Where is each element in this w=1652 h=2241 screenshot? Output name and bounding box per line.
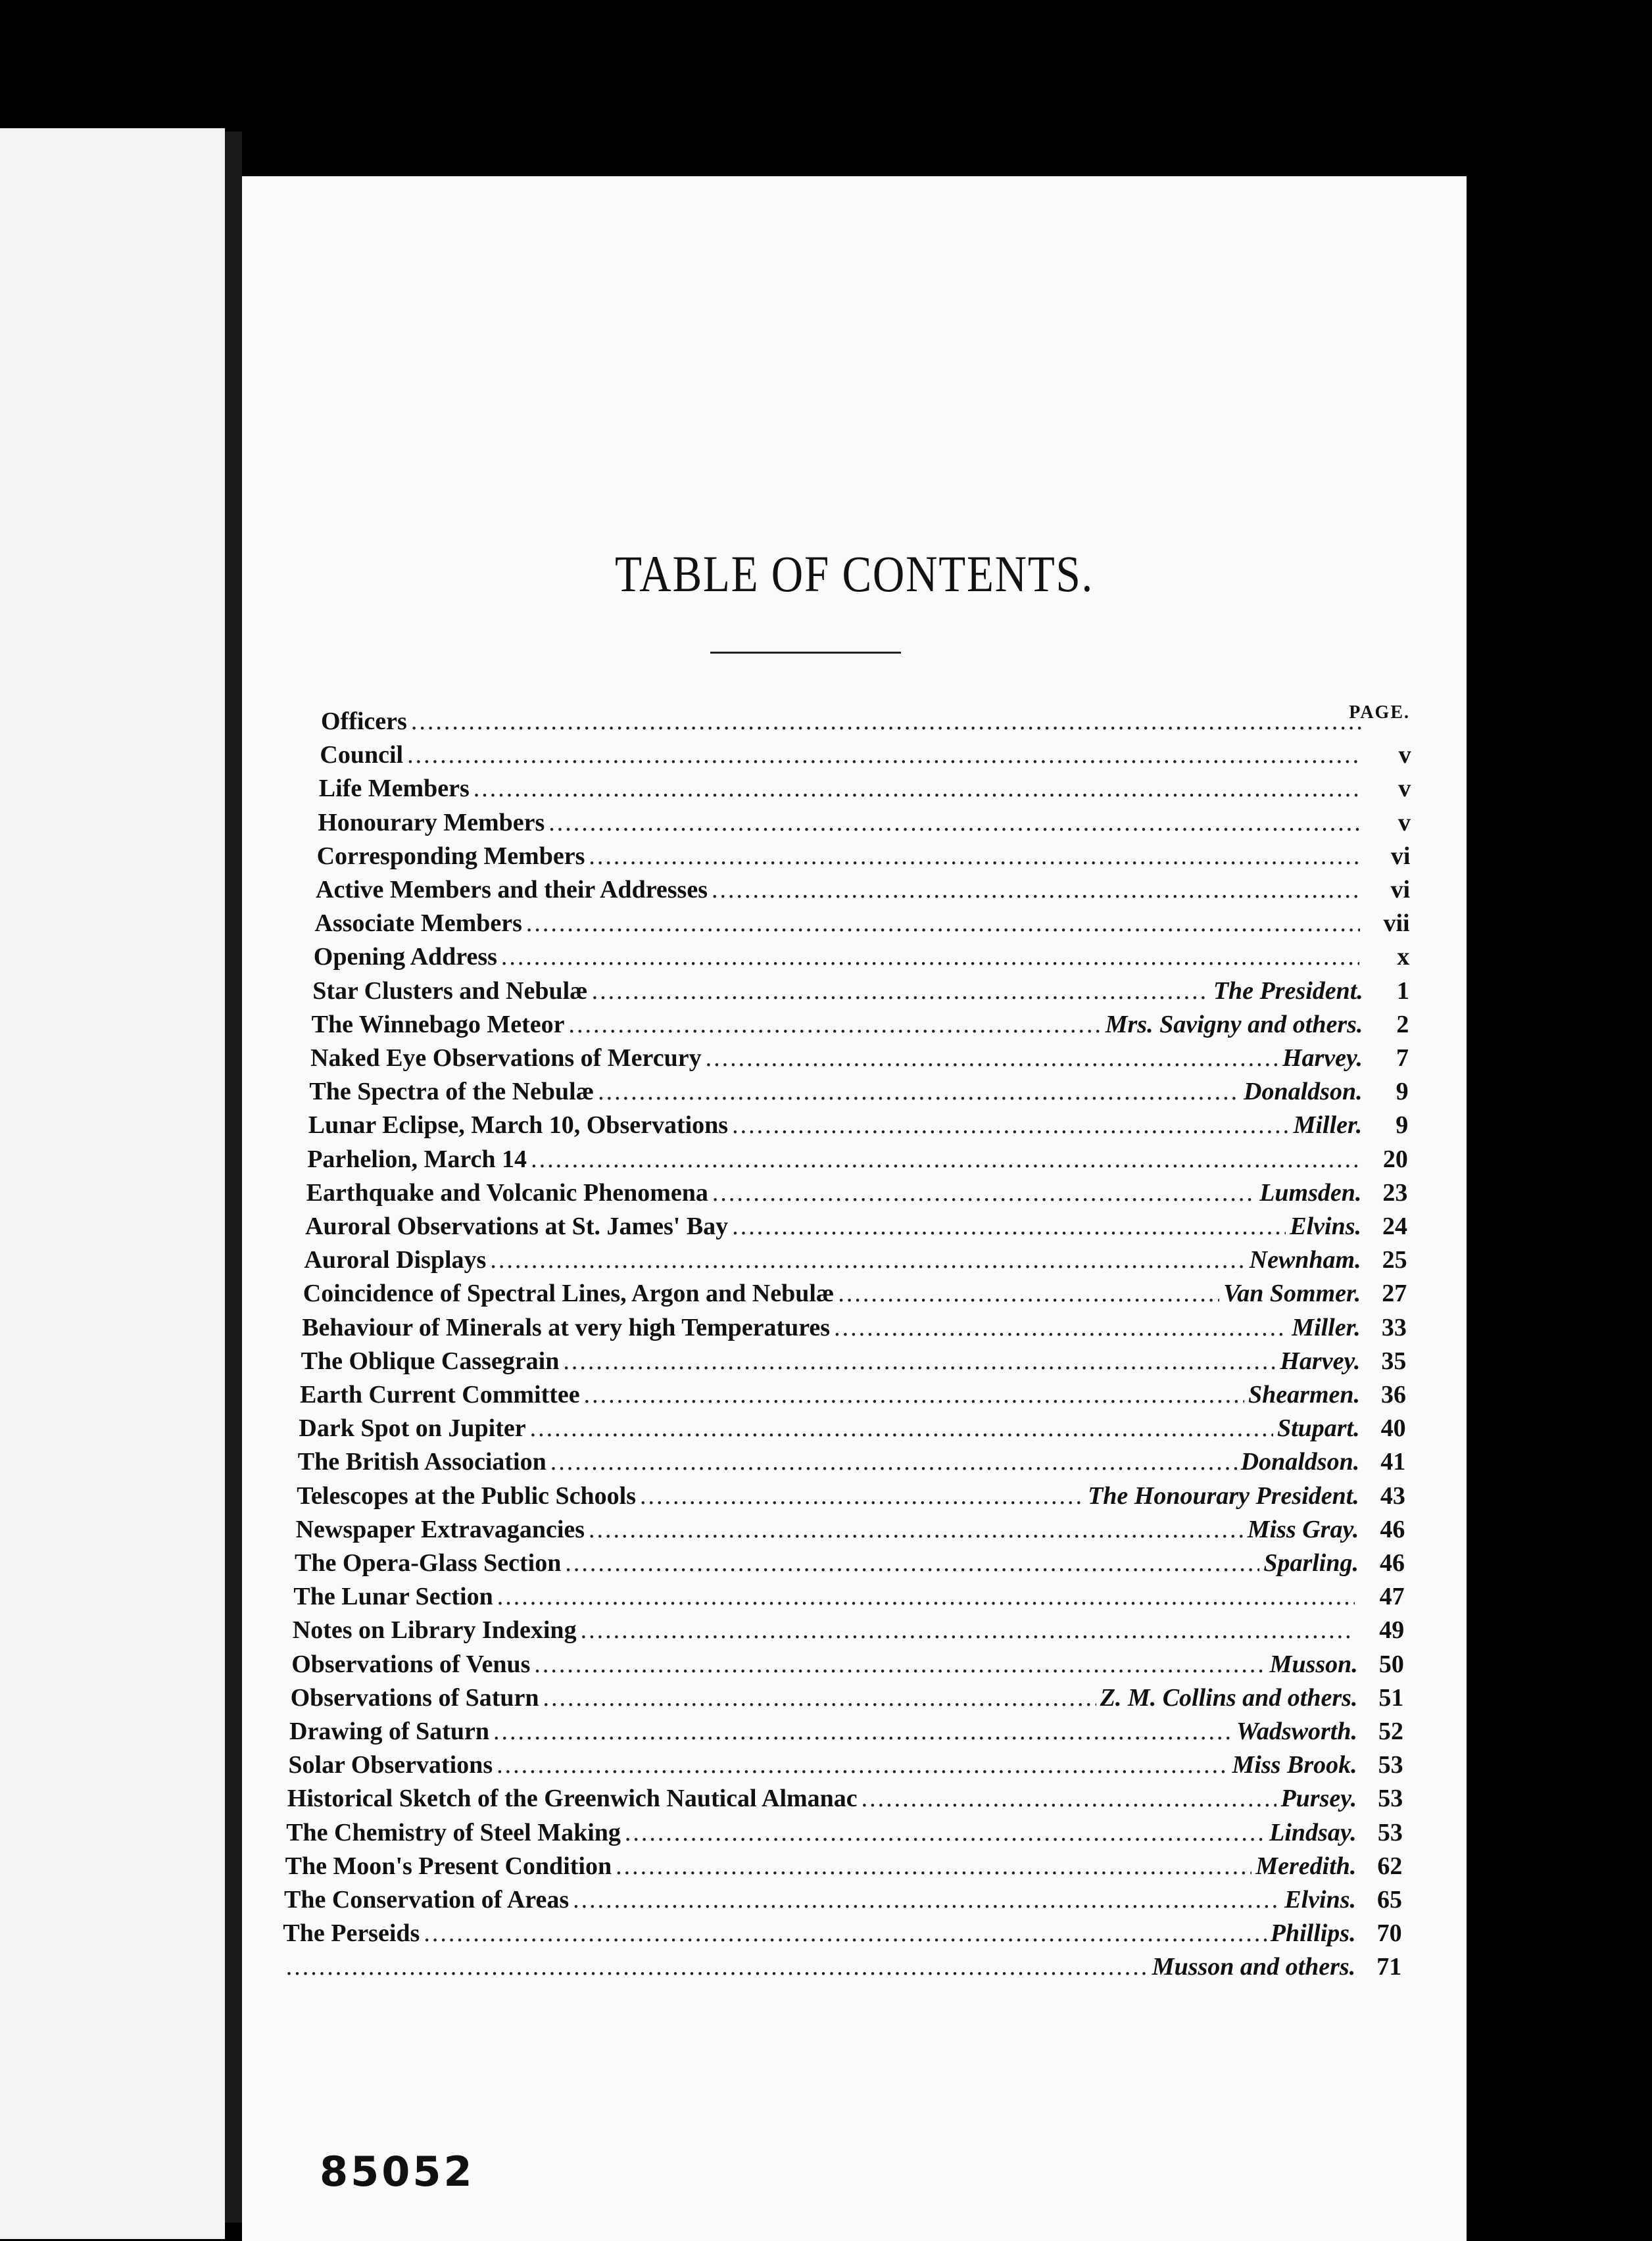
- toc-entry-title: Earth Current Committee: [300, 1381, 580, 1409]
- toc-entry-author: Stupart.: [1276, 1414, 1360, 1443]
- leader-dots: [625, 1816, 1265, 1849]
- toc-entry: [291, 1648, 1404, 1681]
- toc-entry: [302, 1311, 1407, 1344]
- leader-dots: [834, 1311, 1288, 1344]
- toc-entry-page: 27: [1382, 1280, 1407, 1308]
- toc-entry-page: 23: [1382, 1178, 1408, 1207]
- toc-entry: [318, 806, 1411, 839]
- toc-entry: [289, 1715, 1403, 1748]
- leader-dots: [286, 1950, 1148, 1983]
- toc-entry-title: Star Clusters and Nebulæ: [312, 976, 588, 1005]
- toc-entry: [297, 1480, 1405, 1512]
- toc-entry-page: 51: [1378, 1683, 1404, 1712]
- toc-entry-page: 36: [1381, 1381, 1406, 1409]
- toc-entry-title: The Winnebago Meteor: [311, 1010, 565, 1038]
- toc-entry-title: Drawing of Saturn: [289, 1718, 490, 1745]
- toc-entry-page: 62: [1377, 1852, 1403, 1880]
- left-page-strip: [0, 128, 225, 2239]
- toc-entry-title: Observations of Venus: [291, 1650, 531, 1678]
- toc-entry-title: Coincidence of Spectral Lines, Argon and Nebulæ: [303, 1280, 835, 1308]
- toc-entry-author: Elvins.: [1284, 1886, 1356, 1914]
- toc-entry-author: Phillips.: [1270, 1919, 1356, 1948]
- book-gutter: [225, 132, 242, 2223]
- toc-entry-title: The Chemistry of Steel Making: [286, 1818, 621, 1846]
- toc-entry-title: Dark Spot on Jupiter: [299, 1414, 526, 1443]
- toc-entry-title: The Conservation of Areas: [284, 1886, 570, 1914]
- leader-dots: [407, 738, 1361, 771]
- toc-entry: [306, 1176, 1408, 1209]
- leader-dots: [712, 873, 1360, 906]
- leader-dots: [862, 1782, 1277, 1815]
- toc-entry: [316, 873, 1410, 906]
- leader-dots: [581, 1614, 1355, 1647]
- toc-entry-author: Miss Gray.: [1247, 1515, 1359, 1543]
- toc-entry-title: Opening Address: [313, 943, 497, 971]
- toc-entry-title: The Moon's Present Condition: [285, 1852, 612, 1880]
- toc-entry-author: Harvey.: [1280, 1347, 1361, 1375]
- toc-entry-title: Active Members and their Addresses: [316, 876, 708, 904]
- leader-dots: [732, 1109, 1290, 1142]
- toc-entry-title: Officers: [321, 708, 407, 735]
- toc-entry-page: 46: [1380, 1549, 1405, 1577]
- leader-dots: [497, 1748, 1228, 1781]
- leader-dots: [526, 907, 1360, 940]
- toc-entry: [310, 1042, 1409, 1074]
- toc-entry-author: Lumsden.: [1259, 1178, 1362, 1207]
- toc-entry-author: Meredith.: [1255, 1852, 1357, 1880]
- toc-entry-title: Solar Observations: [288, 1751, 493, 1779]
- leader-dots: [838, 1277, 1219, 1310]
- toc-entry: [321, 705, 1411, 738]
- toc-entry-page: 40: [1380, 1414, 1406, 1443]
- toc-entry: [286, 1816, 1403, 1849]
- toc-entry-title: The Spectra of the Nebulæ: [309, 1078, 595, 1106]
- toc-entry-title: The British Association: [297, 1448, 547, 1476]
- toc-entry-author: Miller.: [1292, 1313, 1361, 1341]
- toc-entry: [305, 1210, 1407, 1243]
- leader-dots: [732, 1210, 1286, 1243]
- toc-entry: [303, 1277, 1407, 1310]
- toc-entry-page: 7: [1396, 1044, 1409, 1072]
- title-rule: [710, 652, 901, 654]
- toc-entry-title: Newspaper Extravagancies: [295, 1515, 585, 1543]
- toc-entry-page: vii: [1383, 909, 1410, 938]
- toc-entry: [299, 1412, 1405, 1445]
- toc-entry-page: v: [1398, 775, 1411, 803]
- leader-dots: [530, 1412, 1273, 1445]
- toc-entry-author: Van Sommer.: [1223, 1280, 1361, 1308]
- toc-entry-page: 20: [1382, 1145, 1408, 1173]
- leader-dots: [543, 1681, 1096, 1714]
- leader-dots: [640, 1480, 1084, 1512]
- toc-entry-page: vi: [1390, 876, 1410, 904]
- toc-entry: [300, 1378, 1406, 1411]
- toc-entry-page: 71: [1376, 1953, 1402, 1981]
- toc-entry-author: Harvey.: [1282, 1044, 1363, 1072]
- leader-dots: [565, 1547, 1259, 1579]
- leader-dots: [411, 705, 1361, 738]
- toc-entry-title: Auroral Displays: [304, 1246, 487, 1274]
- leader-dots: [550, 1445, 1237, 1478]
- toc-entry-title: Life Members: [318, 775, 470, 803]
- toc-entry-author: Mrs. Savigny and others.: [1105, 1010, 1363, 1038]
- leader-dots: [589, 840, 1360, 873]
- leader-dots: [592, 975, 1209, 1007]
- toc-entry: [320, 738, 1411, 771]
- leader-dots: [706, 1042, 1278, 1074]
- toc-entry: [307, 1143, 1408, 1176]
- toc-entry: [308, 1109, 1408, 1142]
- toc-entry-page: 41: [1380, 1448, 1406, 1476]
- toc-entry-page: 33: [1381, 1313, 1407, 1341]
- toc-entry: [312, 975, 1409, 1007]
- toc-entry-page: v: [1398, 741, 1411, 769]
- toc-entry-author: The Honourary President.: [1088, 1482, 1359, 1510]
- toc-entry-page: 49: [1379, 1616, 1405, 1645]
- toc-entry: [301, 1345, 1407, 1378]
- toc-entry: [282, 1950, 1401, 1983]
- toc-entry-title: Behaviour of Minerals at very high Temperatures: [302, 1313, 831, 1341]
- leader-dots: [493, 1715, 1232, 1748]
- leader-dots: [534, 1648, 1265, 1681]
- toc-entry: [298, 1445, 1405, 1478]
- toc-entry-title: Observations of Saturn: [290, 1683, 539, 1712]
- toc-entry: [295, 1547, 1405, 1579]
- toc-entry-page: 35: [1381, 1347, 1407, 1375]
- toc-entry-page: 65: [1377, 1886, 1402, 1914]
- leader-dots: [569, 1008, 1102, 1041]
- leader-dots: [501, 940, 1359, 973]
- toc-entry: [283, 1917, 1401, 1950]
- toc-entry-author: Newnham.: [1249, 1246, 1361, 1274]
- toc-entry-author: Miller.: [1293, 1111, 1363, 1140]
- toc-entry: [319, 772, 1411, 805]
- toc-entry: [293, 1580, 1404, 1613]
- leader-dots: [616, 1850, 1251, 1883]
- toc-entry-page: 50: [1378, 1650, 1404, 1678]
- toc-entry-author: Donaldson.: [1244, 1078, 1363, 1106]
- toc-entry-author: Miss Brook.: [1232, 1751, 1357, 1779]
- toc-entry-title: The Opera-Glass Section: [295, 1549, 562, 1577]
- toc-entry-page: 70: [1376, 1919, 1402, 1948]
- scanned-page: [242, 176, 1467, 2241]
- toc-entry-author: Musson and others.: [1152, 1953, 1356, 1981]
- leader-dots: [573, 1883, 1280, 1916]
- toc-entry-page: 46: [1380, 1515, 1405, 1543]
- leader-dots: [712, 1176, 1255, 1209]
- toc-entry-author: Lindsay.: [1269, 1818, 1357, 1846]
- toc-entry-author: Musson.: [1269, 1650, 1358, 1678]
- page-column-header: PAGE.: [1349, 702, 1410, 723]
- toc-entry: [317, 840, 1411, 873]
- toc-entry: [285, 1850, 1403, 1883]
- toc-entry-title: Historical Sketch of the Greenwich Nautical Almanac: [287, 1785, 858, 1813]
- toc-entry-page: vi: [1390, 842, 1411, 870]
- toc-entry-title: The Perseids: [283, 1919, 420, 1948]
- toc-entry-title: Lunar Eclipse, March 10, Observations: [308, 1111, 729, 1140]
- toc-entry-page: 1: [1396, 976, 1409, 1005]
- toc-entry-page: 52: [1378, 1718, 1403, 1745]
- toc-entry: [314, 907, 1409, 940]
- toc-entry: [312, 1008, 1409, 1041]
- toc-entry-title: Naked Eye Observations of Mercury: [310, 1044, 702, 1072]
- toc-entry-title: Honourary Members: [318, 808, 545, 836]
- toc-entry-title: Parhelion, March 14: [307, 1145, 527, 1173]
- leader-dots: [598, 1075, 1240, 1108]
- toc-entry-title: Earthquake and Volcanic Phenomena: [306, 1178, 708, 1207]
- leader-dots: [584, 1378, 1244, 1411]
- toc-entry: [314, 940, 1409, 973]
- toc-entry-page: 43: [1380, 1482, 1405, 1510]
- toc-entry-page: 25: [1382, 1246, 1407, 1274]
- leader-dots: [490, 1243, 1245, 1276]
- page-title: TABLE OF CONTENTS.: [614, 545, 1094, 602]
- toc-entry-page: 2: [1396, 1010, 1409, 1038]
- toc-entry: [309, 1075, 1408, 1108]
- toc-entry: [291, 1681, 1404, 1714]
- toc-entry-title: Notes on Library Indexing: [292, 1616, 577, 1645]
- toc-entry-title: The Oblique Cassegrain: [301, 1347, 560, 1375]
- toc-entry-author: Pursey.: [1280, 1785, 1357, 1813]
- leader-dots: [548, 806, 1361, 839]
- toc-entry-page: 9: [1396, 1111, 1409, 1140]
- accession-number: 85052: [320, 2148, 475, 2196]
- toc-entry: [293, 1614, 1404, 1647]
- toc-entry-author: Sparling.: [1263, 1549, 1359, 1577]
- toc-entry-page: 9: [1396, 1078, 1409, 1106]
- toc-entry-author: Shearmen.: [1248, 1381, 1360, 1409]
- toc-entry-author: Z. M. Collins and others.: [1100, 1683, 1358, 1712]
- toc-entry-title: Corresponding Members: [316, 842, 585, 870]
- toc-entry-page: 47: [1379, 1583, 1405, 1611]
- toc-entry: [284, 1883, 1402, 1916]
- toc-entry-author: The President.: [1213, 976, 1363, 1005]
- leader-dots: [474, 772, 1361, 805]
- toc-entry-author: Elvins.: [1290, 1213, 1361, 1240]
- leader-dots: [563, 1345, 1276, 1378]
- toc-entry-page: x: [1397, 943, 1410, 971]
- toc-entry-page: v: [1397, 808, 1411, 836]
- toc-entry-title: Telescopes at the Public Schools: [297, 1482, 637, 1510]
- leader-dots: [531, 1143, 1358, 1176]
- toc-entry-title: Council: [320, 741, 404, 769]
- toc-entry-page: 53: [1378, 1785, 1403, 1813]
- toc-entry: [304, 1243, 1407, 1276]
- leader-dots: [497, 1580, 1355, 1613]
- toc-entry-author: Wadsworth.: [1236, 1718, 1357, 1745]
- toc-entry-author: Donaldson.: [1240, 1448, 1360, 1476]
- toc-entry-title: Associate Members: [314, 909, 522, 938]
- toc-entry: [287, 1782, 1403, 1815]
- toc-entry-page: 53: [1377, 1818, 1403, 1846]
- leader-dots: [424, 1917, 1266, 1950]
- toc-entry: [296, 1513, 1405, 1546]
- toc-entry: [288, 1748, 1403, 1781]
- toc-entry-title: Auroral Observations at St. James' Bay: [305, 1213, 729, 1240]
- toc-entry-page: 24: [1382, 1213, 1407, 1240]
- leader-dots: [589, 1513, 1244, 1546]
- toc-entry-title: The Lunar Section: [293, 1583, 493, 1611]
- toc-entry-page: 53: [1378, 1751, 1403, 1779]
